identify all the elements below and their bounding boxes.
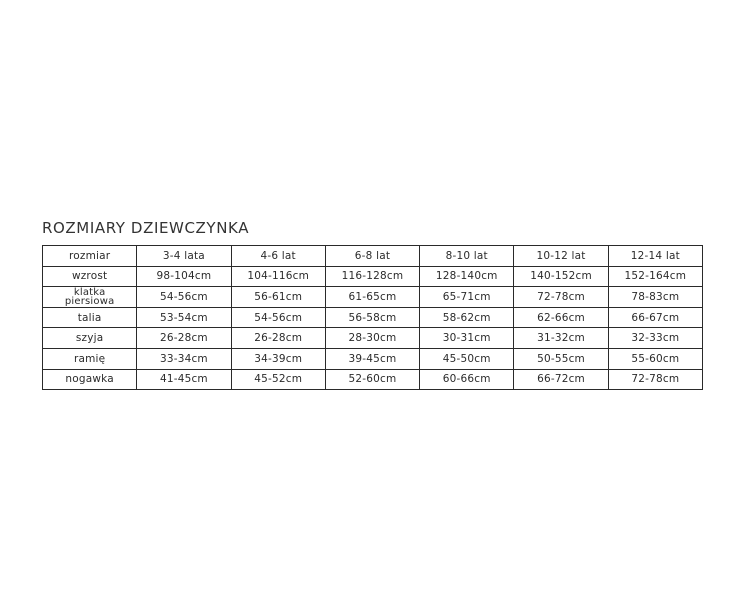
table-header-row (43, 246, 703, 267)
table-row (43, 307, 703, 328)
table-cell: 140-152cm (514, 266, 608, 287)
header-cell: 10-12 lat (514, 246, 608, 267)
table-cell: 116-128cm (325, 266, 419, 287)
table-cell: 26-28cm (231, 328, 325, 349)
header-cell: 8-10 lat (420, 246, 514, 267)
table-cell: 55-60cm (608, 348, 702, 369)
table-row (43, 369, 703, 390)
table-cell: 54-56cm (231, 307, 325, 328)
table-cell: 45-50cm (420, 348, 514, 369)
table-cell: 32-33cm (608, 328, 702, 349)
table-row (43, 266, 703, 287)
table-cell: 62-66cm (514, 307, 608, 328)
row-label-chest-line2: piersiowa (64, 295, 115, 307)
table-cell: 53-54cm (137, 307, 231, 328)
table-row (43, 348, 703, 369)
table-cell: 104-116cm (231, 266, 325, 287)
table-cell: 26-28cm (137, 328, 231, 349)
row-label-waist: talia (43, 307, 137, 328)
table-cell: 72-78cm (608, 369, 702, 390)
table-cell: 41-45cm (137, 369, 231, 390)
table-cell: 78-83cm (608, 287, 702, 308)
table-cell: 50-55cm (514, 348, 608, 369)
header-cell-size: rozmiar (43, 246, 137, 267)
row-label-neck: szyja (43, 328, 137, 349)
table-cell: 152-164cm (608, 266, 702, 287)
table-cell: 54-56cm (137, 287, 231, 308)
row-label-height: wzrost (43, 266, 137, 287)
table-cell: 34-39cm (231, 348, 325, 369)
header-cell: 4-6 lat (231, 246, 325, 267)
header-cell: 12-14 lat (608, 246, 702, 267)
page-title: ROZMIARY DZIEWCZYNKA (42, 219, 250, 237)
table-row (43, 328, 703, 349)
table-cell: 66-72cm (514, 369, 608, 390)
row-label-shoulder: ramię (43, 348, 137, 369)
table-cell: 65-71cm (420, 287, 514, 308)
table-cell: 52-60cm (325, 369, 419, 390)
table-cell: 28-30cm (325, 328, 419, 349)
row-label-leg: nogawka (43, 369, 137, 390)
table-cell: 30-31cm (420, 328, 514, 349)
table-cell: 56-58cm (325, 307, 419, 328)
table-cell: 45-52cm (231, 369, 325, 390)
table-cell: 128-140cm (420, 266, 514, 287)
row-label-chest-line1: klatka (73, 286, 106, 298)
table-cell: 56-61cm (231, 287, 325, 308)
table-cell: 98-104cm (137, 266, 231, 287)
table-cell: 72-78cm (514, 287, 608, 308)
table-cell: 39-45cm (325, 348, 419, 369)
table-cell: 61-65cm (325, 287, 419, 308)
header-cell: 3-4 lata (137, 246, 231, 267)
table-cell: 31-32cm (514, 328, 608, 349)
table-cell: 66-67cm (608, 307, 702, 328)
table-cell: 58-62cm (420, 307, 514, 328)
row-label-chest (43, 287, 137, 308)
header-cell: 6-8 lat (325, 246, 419, 267)
table-row (43, 287, 703, 308)
size-chart-table (42, 245, 703, 390)
table-cell: 60-66cm (420, 369, 514, 390)
table-cell: 33-34cm (137, 348, 231, 369)
